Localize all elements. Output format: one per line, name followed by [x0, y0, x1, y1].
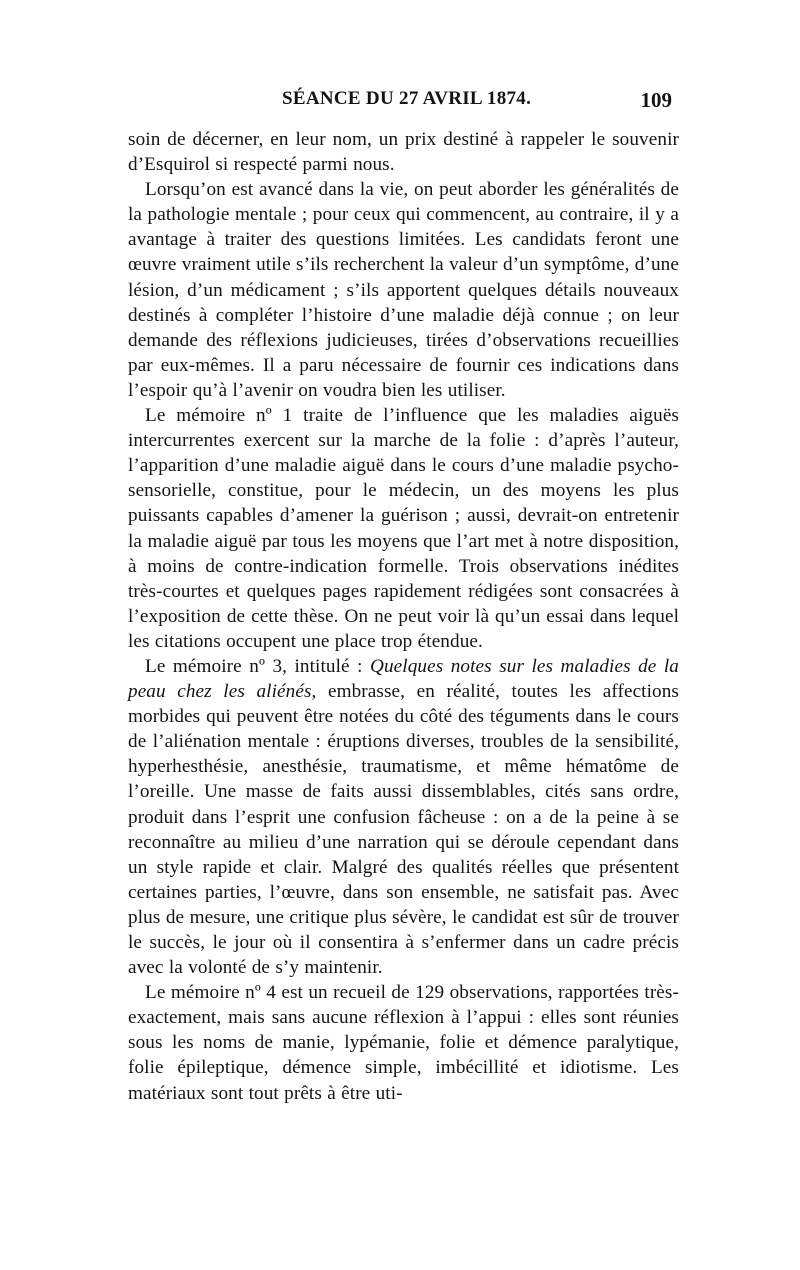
paragraph-memoire-4: Le mémoire nº 4 est un recueil de 129 observations, rapportées très-exactement, mais sans aucune réflexion à l’appui : elles sont réunies sous les noms de manie, lypémanie, folie et démence paralytique, folie épileptique, démence simple, imbécillité et idiotisme. Les matériaux sont tout prêts à être uti- [128, 982, 679, 1104]
paragraph-memoire-1: Le mémoire nº 1 traite de l’influence que les maladies aiguës intercurrentes exercent sur la marche de la folie : d’après l’auteur, l’apparition d’une maladie aiguë dans le cours d’une maladie psycho-sensorielle, constitue, pour le médecin, un des moyens les plus puissants capables d’amener la guérison ; aussi, devrait-on entretenir la maladie aiguë par tous les moyens que l’art met à notre disposition, à moins de contre-indication formelle. Trois observations inédites très-courtes et quelques pages rapidement rédigées sont consacrées à l’exposition de cette thèse. On ne peut voir là qu’un essai dans lequel les citations occupent une place trop étendue. [128, 405, 679, 652]
paragraph-memoire-3 [128, 654, 679, 980]
running-title: SÉANCE DU 27 AVRIL 1874. [282, 88, 532, 109]
memoire-3-body: , embrasse, en réalité, toutes les affections morbides qui peuvent être notées du côté des téguments dans le cours de l’aliénation mentale : éruptions diverses, troubles de la sensibilité, hyperhesthésie, anesthésie, traumatisme, et même hématôme de l’oreille. Une masse de faits aussi dissemblables, cités sans ordre, produit dans l’esprit une confusion fâcheuse : on a de la peine à se reconnaître au milieu d’une narration qui se déroule cependant dans un style rapide et clair. Malgré des qualités réelles que présentent certaines parties, l’œuvre, dans son ensemble, ne satisfait pas. Avec plus de mesure, une critique plus sévère, le candidat est sûr de trouver le succès, le jour où il consentira à s’enfermer dans un cadre précis avec la volonté de s’y maintenir. [128, 681, 679, 979]
page-number: 109 [640, 88, 672, 112]
memoire-3-intro: Le mémoire nº 3, intitulé : [145, 655, 371, 677]
paragraph-general-advice: Lorsqu’on est avancé dans la vie, on peut aborder les généralités de la pathologie mentale ; pour ceux qui commencent, au contraire, il y a avantage à traiter des questions limitées. Les candidats feront une œuvre vraiment utile s’ils recherchent la valeur d’un symptôme, d’une lésion, d’un médicament ; s’ils apportent quelques détails nouveaux destinés à compléter l’histoire d’une maladie déjà connue ; on leur demande des réflexions judicieuses, tirées d’observations recueillies par eux-mêmes. Il a paru nécessaire de fournir ces indications dans l’espoir qu’à l’avenir on voudra bien les utiliser. [128, 179, 679, 401]
page-header [0, 88, 800, 118]
memoire-3-title: Quelques notes sur les maladies de la peau chez les aliénés [128, 655, 679, 703]
paragraph-continued: soin de décerner, en leur nom, un prix destiné à rappeler le souvenir d’Esquirol si respecté parmi nous. [128, 129, 679, 176]
body-text [128, 127, 679, 1106]
